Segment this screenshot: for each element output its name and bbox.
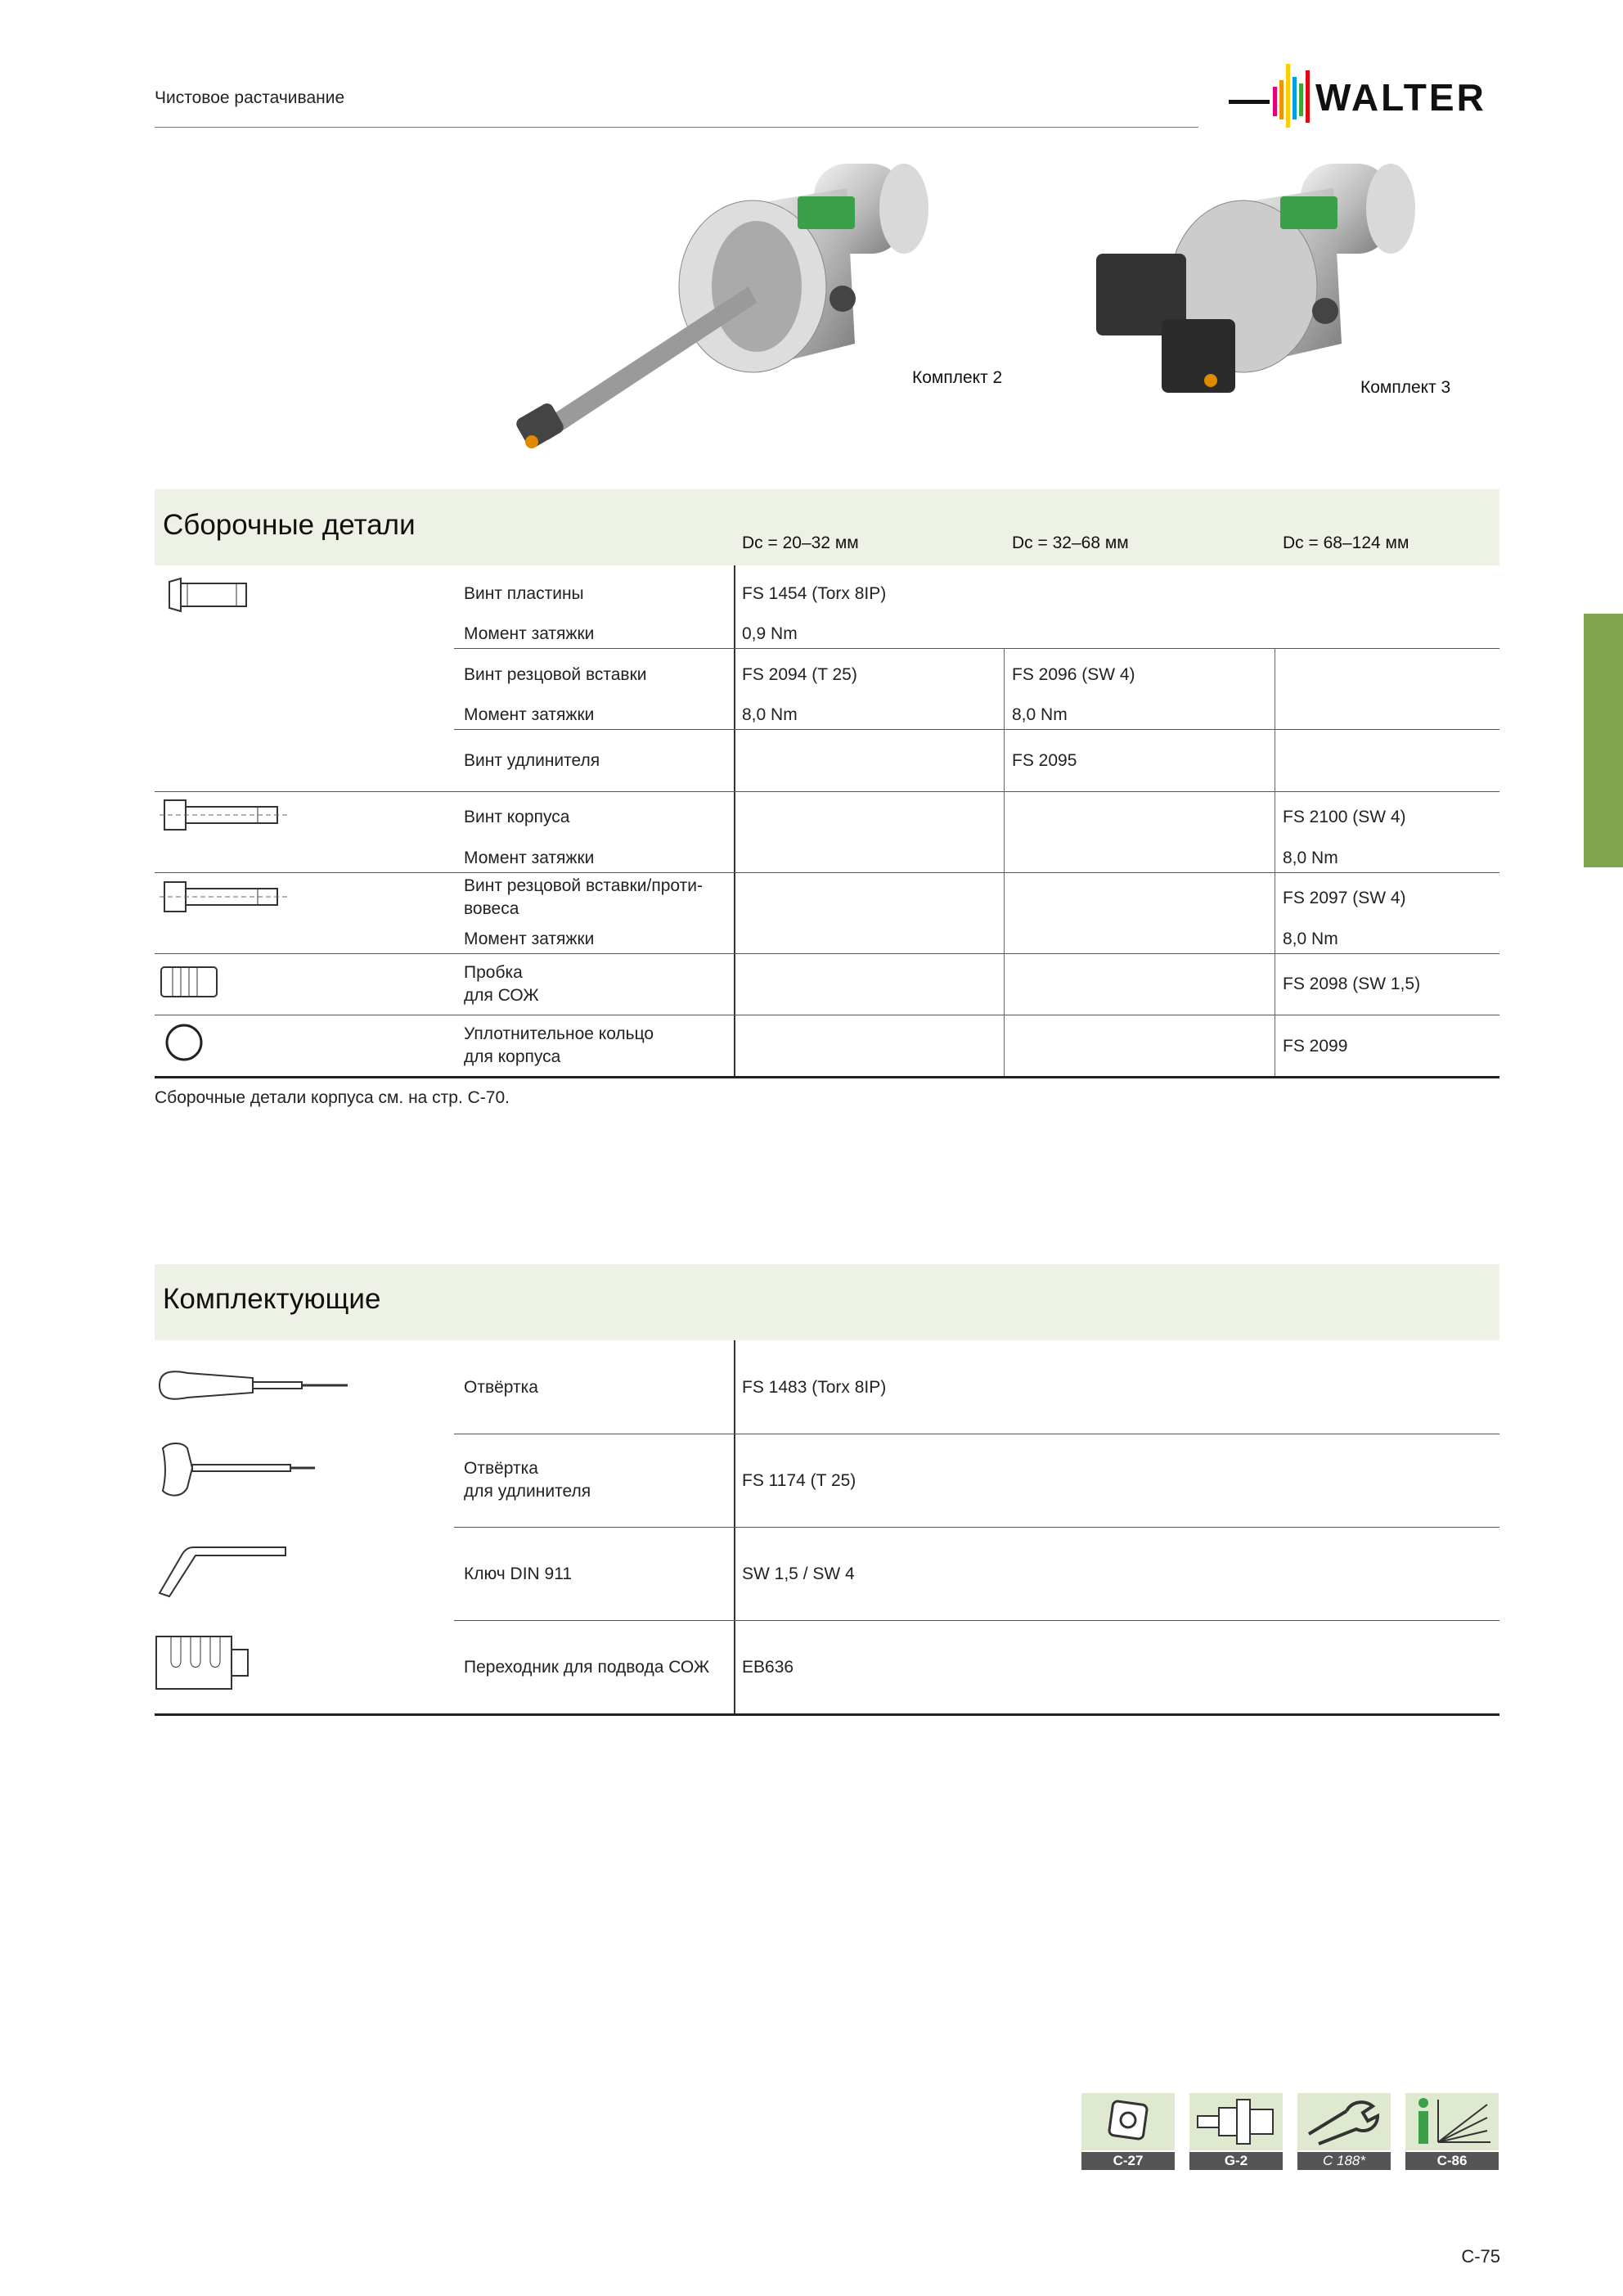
assembly-note: Сборочные детали корпуса см. на стр. С-70. xyxy=(155,1088,510,1107)
info-chart-icon xyxy=(1405,2093,1499,2150)
hex-key-icon xyxy=(155,1542,294,1600)
nav-label: C-86 xyxy=(1405,2152,1499,2170)
nav-label: C 188* xyxy=(1297,2152,1391,2170)
nav-link-g2[interactable] xyxy=(1189,2093,1283,2170)
row-divider xyxy=(454,648,1499,649)
row-value: FS 1454 (Torx 8IP) xyxy=(742,584,887,603)
accessory-label: Ключ DIN 911 xyxy=(464,1564,573,1583)
caption-kit-2: Комплект 2 xyxy=(912,368,1003,387)
assembly-section-title: Сборочные детали xyxy=(163,509,416,541)
accessory-value: SW 1,5 / SW 4 xyxy=(742,1564,855,1583)
accessory-value: EB636 xyxy=(742,1658,794,1677)
column-header-2: Dc = 32–68 мм xyxy=(1012,533,1129,552)
row-label: Винт резцовой вставки xyxy=(464,665,647,684)
row-divider xyxy=(454,1527,1499,1528)
row-label: Винт резцовой вставки/проти- вовеса xyxy=(464,876,703,918)
row-value: FS 2100 (SW 4) xyxy=(1283,808,1406,826)
section-side-tab xyxy=(1584,614,1623,867)
row-label: Винт пластины xyxy=(464,584,584,603)
accessories-column-divider xyxy=(734,1340,735,1715)
row-divider xyxy=(155,953,1499,954)
accessory-label: Отвёртка для удлинителя xyxy=(464,1459,591,1501)
column-divider-1 xyxy=(734,565,735,1078)
accessories-section-title: Комплектующие xyxy=(163,1283,381,1315)
logo-text: WALTER xyxy=(1315,76,1486,119)
insert-icon xyxy=(1081,2093,1175,2150)
column-header-3: Dc = 68–124 мм xyxy=(1283,533,1409,552)
row-label: Уплотнительное кольцо для корпуса xyxy=(464,1024,654,1066)
insert-counterweight-screw-icon xyxy=(160,877,290,916)
t-handle-screwdriver-icon xyxy=(155,1440,318,1506)
row-label: Винт корпуса xyxy=(464,808,570,826)
insert-screw-icon xyxy=(163,575,253,615)
row-value: 8,0 Nm xyxy=(1283,930,1338,948)
row-label: Момент затяжки xyxy=(464,705,595,724)
row-value: 0,9 Nm xyxy=(742,624,798,643)
screwdriver-icon xyxy=(155,1365,351,1406)
table-bottom-rule xyxy=(155,1076,1499,1078)
column-header-1: Dc = 20–32 мм xyxy=(742,533,859,552)
row-value: FS 2096 (SW 4) xyxy=(1012,665,1135,684)
row-value: FS 2098 (SW 1,5) xyxy=(1283,975,1421,993)
row-divider xyxy=(454,1620,1499,1621)
row-value: 8,0 Nm xyxy=(1012,705,1068,724)
row-value: FS 2099 xyxy=(1283,1037,1348,1056)
o-ring-icon xyxy=(163,1021,205,1064)
tool-holder-icon xyxy=(1189,2093,1283,2150)
row-value: 8,0 Nm xyxy=(742,705,798,724)
walter-logo xyxy=(1227,59,1502,133)
table-bottom-rule xyxy=(155,1713,1499,1716)
caption-kit-3: Комплект 3 xyxy=(1360,378,1451,397)
row-value: 8,0 Nm xyxy=(1283,849,1338,867)
nav-label: G-2 xyxy=(1189,2152,1283,2170)
row-label: Винт удлинителя xyxy=(464,751,600,770)
accessory-value: FS 1483 (Torx 8IP) xyxy=(742,1378,887,1397)
column-divider-2 xyxy=(1004,648,1005,1078)
row-divider xyxy=(454,729,1499,730)
nav-link-c188[interactable] xyxy=(1297,2093,1391,2170)
nav-link-c27[interactable] xyxy=(1081,2093,1175,2170)
coolant-adapter-icon xyxy=(155,1628,253,1697)
row-divider xyxy=(155,872,1499,873)
row-value: FS 2095 xyxy=(1012,751,1077,770)
accessory-value: FS 1174 (T 25) xyxy=(742,1471,856,1490)
accessory-label: Переходник для подвода СОЖ xyxy=(464,1658,710,1677)
header-rule xyxy=(155,127,1198,128)
row-divider xyxy=(155,791,1499,792)
wrench-icon xyxy=(1297,2093,1391,2150)
row-label: Момент затяжки xyxy=(464,849,595,867)
body-screw-icon xyxy=(160,795,290,835)
page-number: C-75 xyxy=(1461,2246,1500,2267)
nav-link-c86[interactable] xyxy=(1405,2093,1499,2170)
boring-head-kit2-image xyxy=(503,147,1076,475)
row-label: Момент затяжки xyxy=(464,930,595,948)
boring-head-kit3-image xyxy=(1088,147,1513,442)
row-label: Момент затяжки xyxy=(464,624,595,643)
row-label: Пробка для СОЖ xyxy=(464,963,539,1005)
header-title: Чистовое растачивание xyxy=(155,88,345,107)
coolant-plug-icon xyxy=(158,964,223,1000)
nav-label: C-27 xyxy=(1081,2152,1175,2170)
accessory-label: Отвёртка xyxy=(464,1378,538,1397)
row-value: FS 2094 (T 25) xyxy=(742,665,857,684)
row-value: FS 2097 (SW 4) xyxy=(1283,889,1406,907)
